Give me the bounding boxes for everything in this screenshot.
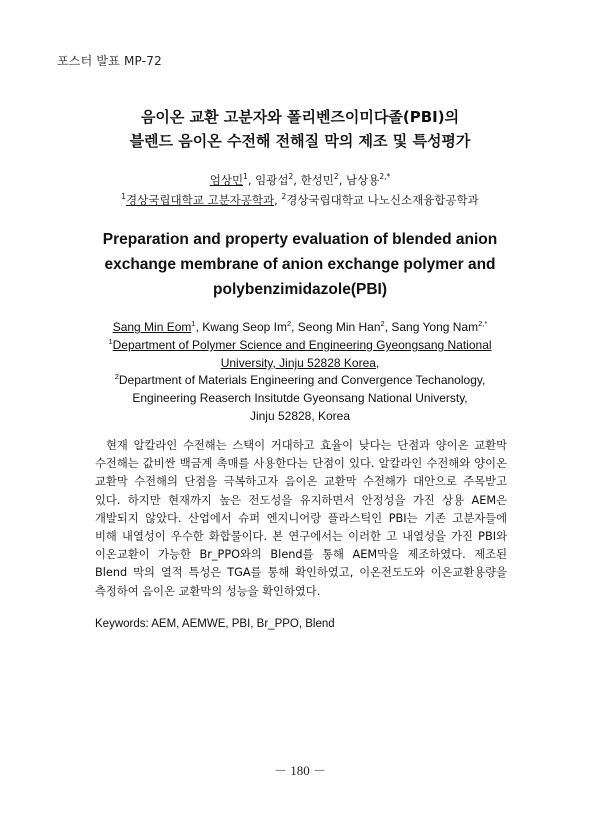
english-title-line-1: Preparation and property evaluation of blended anion [102,231,498,248]
korean-authors: 엄상민$^1$, 임광섭$^2$, 한성민$^2$, 남상용$^{2,*}$ [209,172,391,187]
korean-author-4: 남상용 [346,173,380,187]
korean-title-line-1: 음이온 교환 고분자와 폴리벤즈이미다졸(PBI)의 [140,108,460,126]
korean-affil-1-sup: 1 [121,192,127,202]
korean-author-2-sup: 2 [288,172,294,182]
english-author-2-sup: 2 [286,319,292,328]
english-title-line-3: polybenzimidazole(PBI) [213,281,387,298]
abstract-paragraph: 현재 알칼라인 수전해는 스택이 거대하고 효율이 낮다는 단점과 양이온 교환막 수전해는 값비싼 백금계 촉매를 사용한다는 단점이 있다. 알칼라인 수전해와 양이온 교환막 수전해의 단점을 극복하고자 음이온 교환막 수전해가 대안으로 주목받고 있다. 하지만 현재까지 높은 전도성을 유지하면서 안정성을 가진 상용 AEM은 개발되지 않았다. 산업에서 슈퍼 엔지니어랑 플라스틱인 PBI는 기존 고분자들에 비해 내열성이 우수한 화합물이다. 본 연구에서는 이러한 고 내열성을 가진 PBI와 이온교환이 가능한 Br_PPO와의 Blend를 통해 AEM막을 제조하였다. 제조된 Blend 막의 열적 특성은 TGA를 통해 확인하였고, 이온전도도와 이온교환용량을 측정하여 음이온 교환막의 성능을 확인하였다. [95,439,507,598]
english-affil-2-text-1: Department of Materials Engineering and Convergence Techanology, [118,373,486,387]
english-title-line-2: exchange membrane of anion exchange polymer and [104,256,496,273]
english-affil-2-line-3: Jinju 52828, Korea [249,409,351,423]
english-author-1: Sang Min Eom [112,320,192,334]
korean-title-line-2: 블렌드 음이온 수전해 전해질 막의 제조 및 특성평가 [129,132,471,150]
korean-author-3-sup: 2 [333,172,339,182]
english-affil-1-text-1: Department of Polymer Science and Engineering Gyeongsang National [112,338,492,352]
korean-affil-1: 경상국립대학교 고분자공학과 [126,193,275,207]
session-header: 포스터 발표 MP-72 [57,54,162,68]
english-author-4-sup: 2,* [478,319,488,328]
english-affil-2-sup: 2 [114,372,119,381]
english-author-3: Seong Min Han [297,320,381,334]
korean-author-3: 한성민 [300,173,334,187]
english-author-1-sup: 1 [191,319,196,328]
korean-affil-2-sup: 2 [281,192,287,202]
korean-author-4-sup: 2,* [379,172,391,182]
keywords: Keywords: AEM, AEMWE, PBI, Br_PPO, Blend [95,618,335,630]
korean-author-1: 엄상민 [209,173,244,187]
korean-author-1-sup: 1 [243,172,248,182]
page-number: － 180 － [273,763,326,778]
english-affil-1-text-2: University, Jinju 52828 Korea [220,356,376,370]
english-affil-1-line-2: University, Jinju 52828 Korea, [220,356,380,370]
english-affil-2-line-1 [0,373,600,387]
english-author-2: Kwang Seop Im [202,320,287,334]
english-affil-2-line-2: Engineering Reaserch Insitutde Gyeonsang National Universty, [132,391,468,405]
english-affil-1-sup: 1 [108,337,113,346]
english-author-3-sup: 2 [380,319,385,328]
english-affil-1-line-1 [0,338,600,352]
korean-affiliations: $^1$경상국립대학교 고분자공학과, $^2$경상국립대학교 나노신소재융합공학과 [121,192,479,207]
abstract [95,437,507,601]
english-authors: Sang Min Eom$^1$, Kwang Seop Im$^2$, Seong Min Han$^2$, Sang Yong Nam$^{2,*}$ [112,319,488,334]
english-author-4: Sang Yong Nam [391,320,479,334]
korean-affil-2: 경상국립대학교 나노신소재융합공학과 [286,193,479,207]
korean-author-2: 임광섭 [255,173,289,187]
